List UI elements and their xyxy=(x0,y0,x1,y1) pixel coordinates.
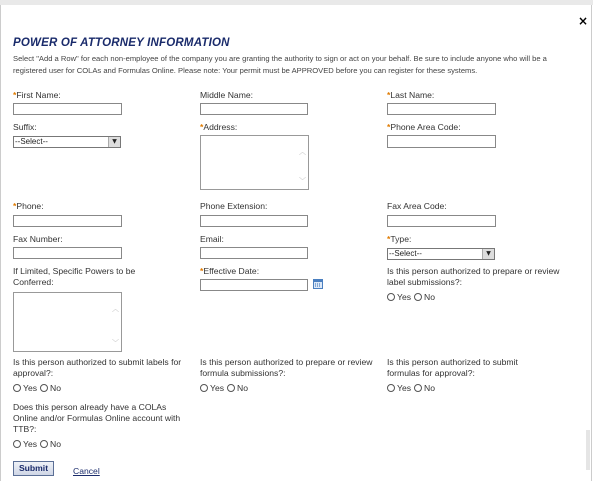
prepare-formula-radio-group xyxy=(200,383,251,393)
scroll-down-icon[interactable]: ﹀ xyxy=(112,339,119,347)
scroll-down-icon[interactable]: ﹀ xyxy=(299,177,306,185)
phone-area-code-input[interactable] xyxy=(387,135,496,148)
radio-icon[interactable] xyxy=(414,384,422,392)
submit-formula-yes[interactable]: Yes xyxy=(387,383,411,393)
fax-area-code-label: Fax Area Code: xyxy=(387,201,447,211)
suffix-select[interactable] xyxy=(13,136,121,148)
submit-labels-radio-group xyxy=(13,383,64,393)
phone-label: *Phone: xyxy=(13,201,44,211)
chevron-down-icon: ▼ xyxy=(108,137,120,147)
dialog-title: POWER OF ATTORNEY INFORMATION xyxy=(13,37,230,49)
required-asterisk: * xyxy=(387,234,391,244)
q-prepare-labels-label: Is this person authorized to prepare or review label submissions?: xyxy=(387,266,560,287)
first-name-input[interactable] xyxy=(13,103,122,115)
submit-formula-radio-group xyxy=(387,383,438,393)
fax-number-input[interactable] xyxy=(13,247,122,259)
radio-icon[interactable] xyxy=(13,440,21,448)
account-yes[interactable]: Yes xyxy=(13,439,37,449)
calendar-icon[interactable] xyxy=(313,279,323,289)
effective-date-input[interactable] xyxy=(200,279,308,291)
radio-icon[interactable] xyxy=(414,293,422,301)
radio-icon[interactable] xyxy=(13,384,21,392)
chevron-down-icon: ▼ xyxy=(482,249,494,259)
account-no[interactable]: No xyxy=(40,439,61,449)
suffix-label: Suffix: xyxy=(13,122,37,132)
required-asterisk: * xyxy=(387,90,391,100)
intro-text: Select "Add a Row" for each non-employee of the company you are granting the authority to sign or act on your behalf. Be sure to include anyone who will be a registered user for COLAs and Formulas Online. Please note: Your permit must be APPROVED before you can register for these systems. xyxy=(13,54,547,75)
submit-labels-yes[interactable]: Yes xyxy=(13,383,37,393)
phone-extension-input[interactable] xyxy=(200,215,308,227)
scroll-up-icon[interactable]: ︿ xyxy=(299,148,306,156)
fax-area-code-input[interactable] xyxy=(387,215,496,227)
q-submit-labels-label: Is this person authorized to submit labels for approval?: xyxy=(13,357,182,378)
q-submit-formula-label: Is this person authorized to submit formulas for approval?: xyxy=(387,357,518,378)
required-asterisk: * xyxy=(200,266,204,276)
middle-name-input[interactable] xyxy=(200,103,308,115)
type-selected-value: --Select-- xyxy=(389,249,422,258)
email-input[interactable] xyxy=(200,247,308,259)
effective-date-label: *Effective Date: xyxy=(200,266,260,276)
prepare-formula-no[interactable]: No xyxy=(227,383,248,393)
q-prepare-formula-label: Is this person authorized to prepare or review formula submissions?: xyxy=(200,357,373,378)
q-account-label: Does this person already have a COLAs Online and/or Formulas Online account with TTB?: xyxy=(13,402,181,434)
radio-icon[interactable] xyxy=(40,384,48,392)
required-asterisk: * xyxy=(13,201,17,211)
type-label: *Type: xyxy=(387,234,412,244)
required-asterisk: * xyxy=(200,122,204,132)
submit-formula-no[interactable]: No xyxy=(414,383,435,393)
middle-name-label: Middle Name: xyxy=(200,90,254,100)
type-select[interactable] xyxy=(387,248,495,260)
account-radio-group xyxy=(13,439,64,449)
cancel-link[interactable]: Cancel xyxy=(73,466,100,476)
address-label: *Address: xyxy=(200,122,238,132)
required-asterisk: * xyxy=(387,122,391,132)
address-textarea[interactable] xyxy=(200,135,309,190)
specific-powers-textarea[interactable] xyxy=(13,292,122,352)
submit-labels-no[interactable]: No xyxy=(40,383,61,393)
scroll-up-icon[interactable]: ︿ xyxy=(112,305,119,313)
radio-icon[interactable] xyxy=(200,384,208,392)
suffix-selected-value: --Select-- xyxy=(15,137,48,146)
radio-icon[interactable] xyxy=(40,440,48,448)
prepare-formula-yes[interactable]: Yes xyxy=(200,383,224,393)
phone-area-code-label: *Phone Area Code: xyxy=(387,122,461,132)
submit-button[interactable]: Submit xyxy=(13,461,54,476)
scrollbar[interactable] xyxy=(586,430,590,470)
close-icon[interactable]: × xyxy=(578,14,589,28)
first-name-label: *First Name: xyxy=(13,90,61,100)
specific-powers-label: If Limited, Specific Powers to be Conferred: xyxy=(13,266,136,287)
phone-extension-label: Phone Extension: xyxy=(200,201,268,211)
required-asterisk: * xyxy=(13,90,17,100)
phone-input[interactable] xyxy=(13,215,122,227)
email-label: Email: xyxy=(200,234,224,244)
radio-icon[interactable] xyxy=(387,384,395,392)
prepare-labels-yes[interactable]: Yes xyxy=(387,292,411,302)
fax-number-label: Fax Number: xyxy=(13,234,63,244)
prepare-labels-radio-group xyxy=(387,292,438,302)
last-name-label: *Last Name: xyxy=(387,90,435,100)
last-name-input[interactable] xyxy=(387,103,496,115)
radio-icon[interactable] xyxy=(227,384,235,392)
prepare-labels-no[interactable]: No xyxy=(414,292,435,302)
radio-icon[interactable] xyxy=(387,293,395,301)
